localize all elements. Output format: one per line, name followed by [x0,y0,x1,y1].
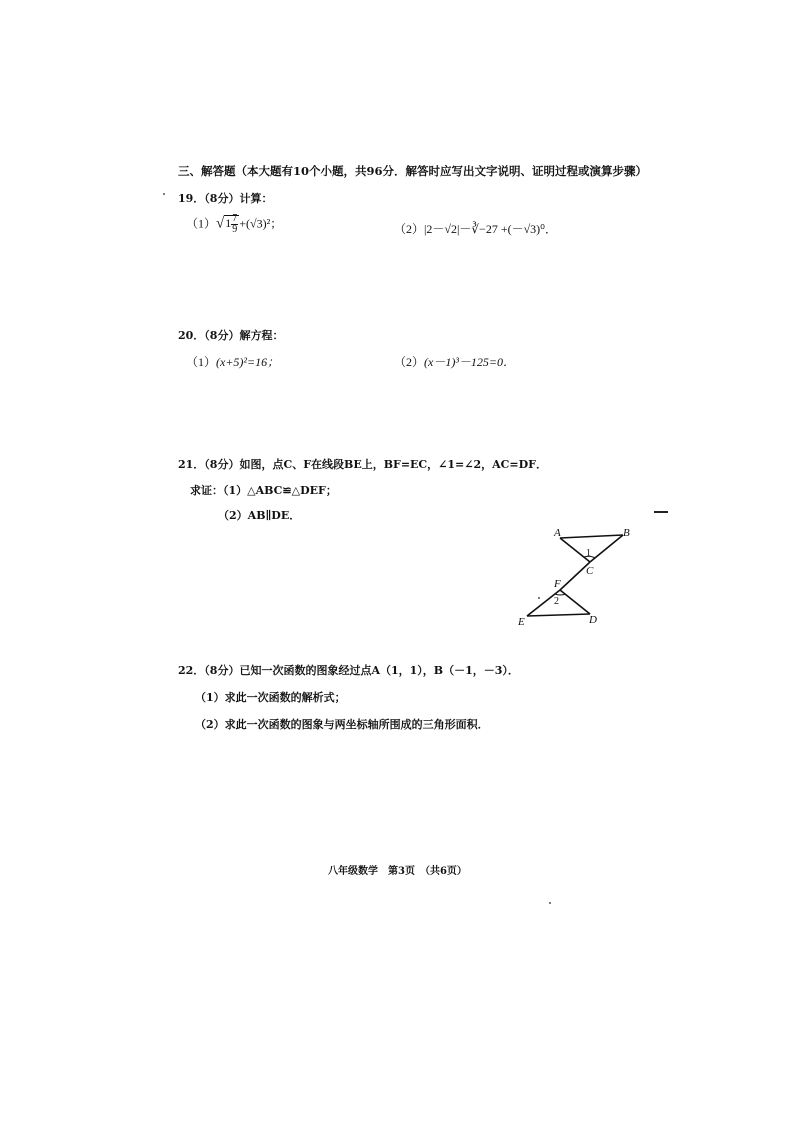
q21-part1: （1）△ABC≌△DEF； [223,484,337,497]
q20-part2-label: （2） [394,355,425,369]
label-d: D [589,614,597,626]
q19-part2-label: （2） [394,222,425,236]
q20-part1 [186,353,279,370]
q21-part2: （2）AB∥DE． [218,509,301,522]
q19-part1: （1）√1 $\frac{7}{9}$ +(√3)²； [186,213,283,235]
q20-part2 [394,353,515,370]
q21-title: 21．（8分）如图，点C、F在线段BE上，BF=EC，∠1=∠2，AC=DF． [178,458,547,471]
q19-part1-numerator: 7 [232,213,238,224]
q20-part2-expr: (x－1)³－125=0． [424,355,516,369]
label-angle2: 2 [554,596,559,607]
scan-speck [549,902,551,904]
label-e: E [518,616,525,628]
section-heading: 三、解答题（本大题有10个小题，共96分．解答时应写出文字说明、证明过程或演算步骤） [178,164,648,178]
label-c: C [586,565,594,577]
q19-title: 19．（8分）计算： [178,192,273,205]
q21-figure [510,522,640,632]
segment-fd [560,590,590,614]
scan-speck [163,193,165,195]
q19-part1-whole: 1 [225,216,232,231]
q19-part1-denominator: 9 [232,224,238,235]
q20-part1-expr: (x+5)²=16； [216,355,280,369]
label-angle1: 1 [586,548,591,559]
page-footer: 八年级数学 第3页 （共6页） [328,866,467,877]
label-f: F [554,578,561,590]
q19-part1-fraction [231,214,238,235]
q21-prove [190,482,337,498]
q22-part2: （2）求此一次函数的图象与两坐标轴所围成的三角形面积． [195,718,489,731]
scan-speck [538,597,540,599]
q19-part1-rest: +(√3)²； [239,216,283,231]
q22-part1: （1）求此一次函数的解析式； [195,691,346,704]
angle2-arc [555,594,566,595]
q19-part2 [394,220,557,237]
q20-part1-label: （1） [186,355,217,369]
margin-mark [654,511,668,513]
q22-title: 22．（8分）已知一次函数的图象经过点A（1，1），B（－1，－3）． [178,664,519,677]
label-a: A [554,527,561,539]
q21-prove-label: 求证： [190,484,223,497]
q19-part2-expr: |2－√2|－∛−27 +(－√3)⁰． [424,222,557,236]
q20-title: 20．（8分）解方程： [178,329,284,342]
label-b: B [623,527,630,539]
q19-part1-label: （1） [186,216,217,231]
segment-ab [560,535,623,538]
segment-ed [527,614,590,616]
